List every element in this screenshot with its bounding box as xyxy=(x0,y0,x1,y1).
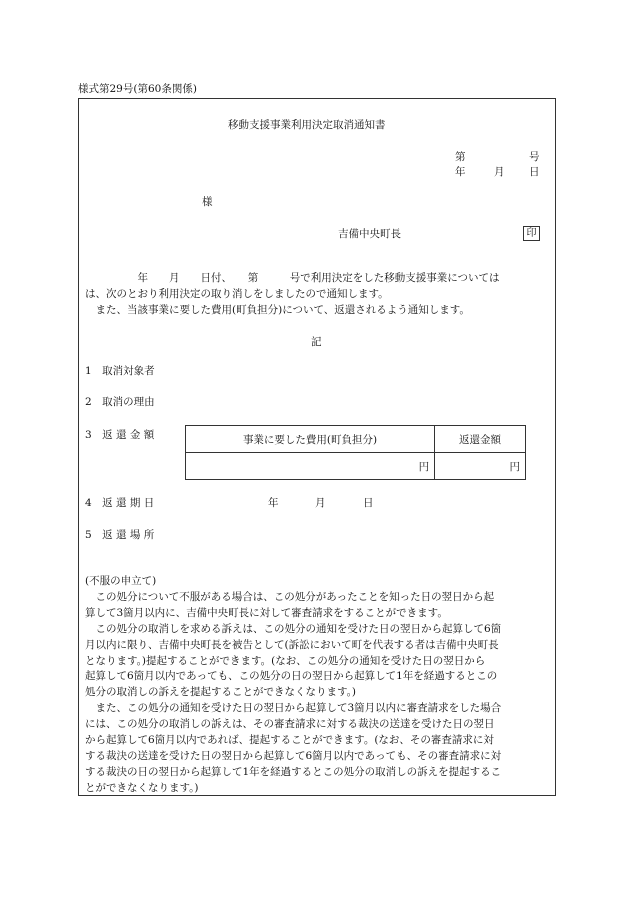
return-date-month: 月 xyxy=(315,497,326,509)
body-line-1a: 年 月 日付、 第 号で利用決定をした移動支援事業については xyxy=(85,272,500,284)
item-cancel-reason: 2 取消の理由 xyxy=(85,396,155,408)
appeal-line: する裁決の日の翌日から起算して1年を経過するとこの処分の取消しの訴えを提起するこ xyxy=(85,765,502,778)
issue-date-day: 日 xyxy=(529,166,540,178)
appeal-line: 算して3箇月以内に、吉備中央町長に対して審査請求をすることができます。 xyxy=(85,606,448,619)
addressee-honorific: 様 xyxy=(202,196,213,208)
appeal-notice xyxy=(85,574,551,797)
seal-mark: 印 xyxy=(523,226,540,241)
appeal-line: する裁決の送達を受けた日の翌日から起算して6箇月以内であっても、その審査請求に対 xyxy=(85,749,502,762)
item-return-place: 5 返 還 場 所 xyxy=(85,529,155,541)
appeal-line: とができなくなります。) xyxy=(85,781,199,794)
item-return-date: 4 返 還 期 日 xyxy=(85,497,155,509)
appeal-heading: (不服の申立て) xyxy=(85,575,157,587)
document-title: 移動支援事業利用決定取消通知書 xyxy=(228,119,386,131)
appeal-line: この処分について不服がある場合は、この処分があったことを知った日の翌日から起 xyxy=(85,590,495,603)
item-return-amount: 3 返 還 金 額 xyxy=(85,429,155,441)
return-amount-header: 返還金額 xyxy=(435,426,526,453)
item-cancel-target: 1 取消対象者 xyxy=(85,365,155,377)
form-number-label: 様式第29号(第60条関係) xyxy=(78,83,197,95)
appeal-line: この処分の取消しを求める訴えは、この処分の通知を受けた日の翌日から起算して6箇 xyxy=(85,622,502,635)
appeal-line: 起算して6箇月以内であっても、この処分の日の翌日から起算して1年を経過するとこの xyxy=(85,670,498,683)
body-line-2: また、当該事業に要した費用(町負担分)について、返還されるよう通知します。 xyxy=(85,304,470,316)
return-amount-value-cell[interactable]: 円 xyxy=(435,453,526,480)
appeal-line: となります。)提起することができます。(なお、この処分の通知を受けた日の翌日から xyxy=(85,654,486,667)
appeal-line: には、この処分の取消しの訴えは、その審査請求に対する裁決の送達を受けた日の翌日 xyxy=(85,718,495,731)
ki-heading: 記 xyxy=(311,336,322,348)
issue-date-month: 月 xyxy=(494,166,505,178)
document-number-prefix: 第 xyxy=(455,151,466,163)
issue-date-year: 年 xyxy=(455,166,466,178)
return-date-day: 日 xyxy=(363,497,374,509)
body-line-1b: は、次のとおり利用決定の取り消しをしましたので通知します。 xyxy=(85,288,389,300)
return-date-year: 年 xyxy=(268,497,279,509)
appeal-line: から起算して6箇月以内であれば、提起することができます。(なお、その審査請求に対 xyxy=(85,734,494,747)
appeal-line: また、この処分の通知を受けた日の翌日から起算して3箇月以内に審査請求をした場合 xyxy=(85,702,502,715)
cost-header: 事業に要した費用(町負担分) xyxy=(186,426,435,453)
issuer-name: 吉備中央町長 xyxy=(338,228,401,240)
document-number-suffix: 号 xyxy=(529,151,540,163)
cost-value-cell[interactable]: 円 xyxy=(186,453,435,480)
appeal-line: 月以内に限り、吉備中央町長を被告として(訴訟において町を代表する者は吉備中央町長 xyxy=(85,638,499,651)
appeal-line: 処分の取消しの訴えを提起することができなくなります。) xyxy=(85,686,357,699)
return-amount-table xyxy=(185,425,526,480)
